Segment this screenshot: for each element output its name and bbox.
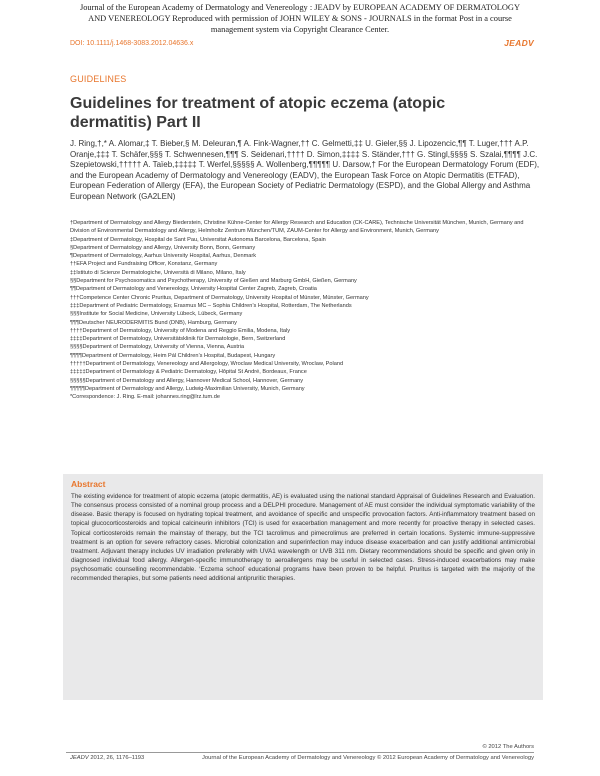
footer-divider xyxy=(66,752,534,753)
affiliation-item: †††Competence Center Chronic Pruritus, Department of Dermatology, University Hospital of Münster, Münster, Germany xyxy=(70,294,369,301)
affiliation-item: ‡‡‡‡‡Department of Dermatology & Pediatric Dermatology, Hôpital St André, Bordeaux, France xyxy=(70,369,307,376)
reproduction-header xyxy=(70,2,530,36)
footer-citation xyxy=(70,755,144,761)
header-line-1: Journal of the European Academy of Dermatology and Venereology : JEADV by EUROPEAN ACADEMY OF DERMATOLOGY xyxy=(79,3,520,12)
correspondence: *Correspondence: J. Ring. E-mail: johannes.ring@lrz.tum.de xyxy=(70,394,220,401)
affiliation-item: †††††Department of Dermatology, Venereology and Allergology, Wroclaw Medical University, Wroclaw, Poland xyxy=(70,361,344,368)
footer-volume-pages: 2012, 26, 1176–1193 xyxy=(90,755,145,761)
author-list: J. Ring,†,* A. Alomar,‡ T. Bieber,§ M. Deleuran,¶ A. Fink-Wagner,†† C. Gelmetti,‡‡ U. Gieler,§§ J. Lipozencic,¶¶ T. Luger,††† A.P. Oranje,‡‡‡ T. Schäfer,§§§ T. Schwennesen,¶¶¶ S. Seidenari,†††† D. Simon,‡‡‡‡ S. Ständer,††† G. Stingl,§§§§ S. Szalai,¶¶¶¶ J.C. Szepietowski,††††† A. Taïeb,‡‡‡‡‡ T. Werfel,§§§§§ A. Wollenberg,¶¶¶¶¶ U. Darsow,† For the European Dermatology Forum (EDF), and the European Academy of Dermatology and Venereology (EADV), the European Task Force on Atopic Dermatitis (ETFAD), European Federation of Allergy (EFA), the European Society of Pediatric Dermatology (ESPD), and the Global Allergy and Asthma European Network (GA2LEN) xyxy=(70,139,540,201)
affiliation-item: ††EFA Project and Fundraising Officer, Konstanz, Germany xyxy=(70,261,218,268)
affiliation-item: ‡‡‡‡Department of Dermatology, Universitätsklinik für Dermatologie, Bern, Switzerland xyxy=(70,336,286,343)
abstract-text: The existing evidence for treatment of atopic eczema (atopic dermatitis, AE) is evaluated using the national standard Appraisal of Guidelines Research and Evaluation. The consensus process consisted of a nominal group process and a DELPHI procedure. Management of AE must consider the individual symptomatic variability of the disease. Basic therapy is focused on hydrating topical treatment, and avoidance of specific and unspecific provocation factors. Anti-inflammatory treatment based on topical glucocorticosteroids and topical calcineurin inhibitors (TCI) is used for exacerbation management and more recently for proactive therapy in selected cases. Topical corticosteroids remain the mainstay of therapy, but the TCI tacrolimus and pimecrolimus are preferred in certain locations. Systemic immune-suppressive treatment is an option for severe refractory cases. Microbial colonization and superinfection may induce disease exacerbation and can justify additional antimicrobial treatment. Adjuvant therapy includes UV irradiation preferably with UVA1 wavelength or UVB 311 nm. Dietary recommendations should be specific and given only in diagnosed individual food allergy. Allergen-specific immunotherapy to aeroallergens may be useful in selected cases. Stress-induced exacerbations may make psychosomatic counselling recommendable. ‘Eczema school’ educational programs have been proven to be helpful. Pruritus is targeted with the majority of the recommended therapies, but some patients need additional antipruritic therapies. xyxy=(71,493,535,583)
affiliation-item: ††††Department of Dermatology, University of Modena and Reggio Emilia, Modena, Italy xyxy=(70,327,291,334)
affiliation-item: §§Department for Psychosomatics and Psychotherapy, University of Gießen and Marburg GmbH, Gießen, Germany xyxy=(70,278,357,285)
footer-journal-abbrev: JEADV xyxy=(70,755,89,761)
affiliation-item: ¶¶Department of Dermatology and Venereology, University Hospital Center Zagreb, Zagreb, Croatia xyxy=(70,286,317,293)
header-line-2: AND VENEREOLOGY Reproduced with permission of JOHN WILEY & SONS - JOURNALS in the format Post in a course xyxy=(88,14,512,24)
footer-journal-line: Journal of the European Academy of Dermatology and Venereology © 2012 European Academy of Dermatology and Venereology xyxy=(201,755,534,761)
copyright-notice: © 2012 The Authors xyxy=(482,744,534,750)
abstract-heading: Abstract xyxy=(71,479,106,489)
affiliation-item: †Department of Dermatology and Allergy Biederstein, Christine Kühne-Center for Allergy Research and Education (CK-CARE), Technische Universität München, Munich, Germany and Division of Environmental Dermatology and Allergy, Helmholtz Zentrum München/TUM, ZAUM-Center for Allergy and Environment, Munich, Germany xyxy=(70,220,524,235)
section-label: GUIDELINES xyxy=(70,74,127,84)
affiliations xyxy=(70,219,540,402)
affiliation-item: ‡‡‡Department of Pediatric Dermatology, Erasmus MC – Sophia Children’s Hospital, Rotterdam, The Netherlands xyxy=(70,302,352,309)
affiliation-item: ¶¶¶Deutscher NEURODERMITIS Bund (DNB), Hamburg, Germany xyxy=(70,319,237,326)
abstract-box xyxy=(63,474,543,700)
affiliation-item: §§§§Department of Dermatology, University of Vienna, Vienna, Austria xyxy=(70,344,245,351)
affiliation-item: §§§Institute for Social Medicine, University Lübeck, Lübeck, Germany xyxy=(70,311,243,318)
header-line-3: management system via Copyright Clearance Center. xyxy=(210,25,390,35)
affiliation-item: ¶¶¶¶Department of Dermatology, Heim Pál Children’s Hospital, Budapest, Hungary xyxy=(70,352,276,359)
affiliation-item: ¶¶¶¶¶Department of Dermatology and Allergy, Ludwig-Maximilian University, Munich, Germany xyxy=(70,385,305,392)
affiliation-item: ¶Department of Dermatology, Aarhus University Hospital, Aarhus, Denmark xyxy=(70,253,257,260)
affiliation-item: ‡Department of Dermatology, Hospital de Sant Pau, Universitat Autonoma Barcelona, Barcelona, Spain xyxy=(70,236,326,243)
article-title: Guidelines for treatment of atopic eczema (atopic dermatitis) Part II xyxy=(70,95,446,131)
journal-tag: JEADV xyxy=(504,38,534,48)
affiliation-item: §Department of Dermatology and Allergy, University Bonn, Bonn, Germany xyxy=(70,244,256,251)
doi-link[interactable]: DOI: 10.1111/j.1468-3083.2012.04636.x xyxy=(70,40,194,47)
affiliation-item: ‡‡Istituto di Scienze Dermatologiche, Università di Milano, Milano, Italy xyxy=(70,269,246,276)
affiliation-item: §§§§§Department of Dermatology and Allergy, Hannover Medical School, Hannover, Germany xyxy=(70,377,304,384)
